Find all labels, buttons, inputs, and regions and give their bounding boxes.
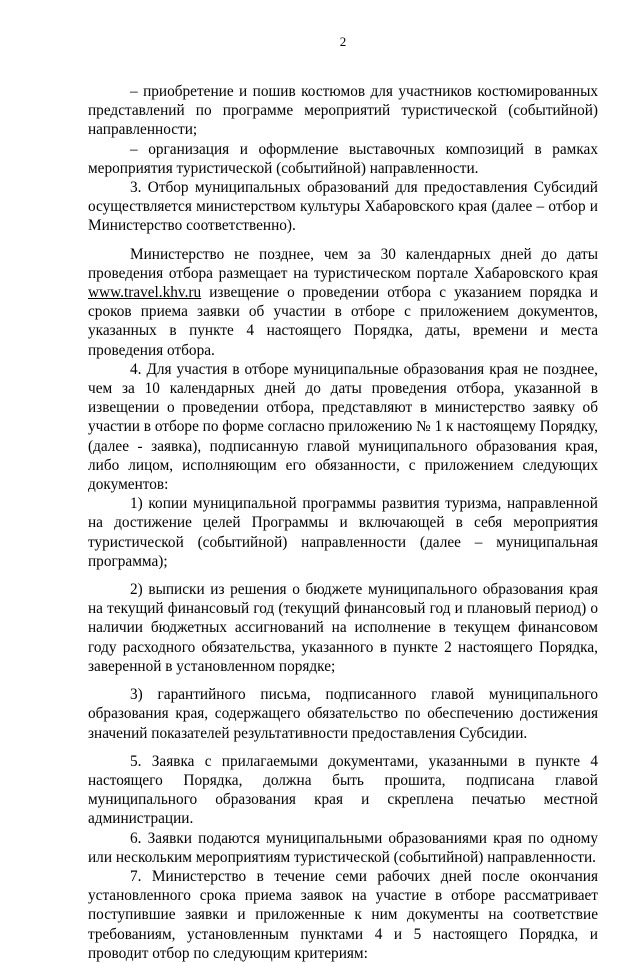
paragraph-subitem-2: 2) выписки из решения о бюджете муниципального образования края на текущий финансовый год (текущий финансовый год и плановый период) о наличии бюджетных ассигнований на исполнение в текущем финансовом году расходного обязательства, указанного в пункте 2 настоящего Порядка, заверенной в установленном порядке; [88, 581, 598, 675]
paragraph-notice [88, 245, 598, 360]
paragraph-item-6: 6. Заявки подаются муниципальными образованиями края по одному или нескольким мероприятиям туристической (событийной) направленности. [88, 829, 598, 866]
paragraph-item-4: 4. Для участия в отборе муниципальные образования края не позднее, чем за 10 календарных дней до даты проведения отбора, указанной в извещении о проведении отбора, представляют в министерство заявку об участии в отборе по форме согласно приложению № 1 к настоящему Порядку, (далее - заявка), подписанную главой муниципального образования края, либо лицом, исполняющим его обязанности, с приложением следующих документов: [88, 360, 598, 494]
paragraph-item-3: 3. Отбор муниципальных образований для предоставления Субсидий осуществляется министерством культуры Хабаровского края (далее – отбор и Министерство соответственно). [88, 179, 598, 235]
paragraph-notice-text-start: Министерство не позднее, чем за 30 календарных дней до даты проведения отбора размещает на туристическом портале Хабаровского края [88, 245, 598, 282]
paragraph-item-7: 7. Министерство в течение семи рабочих дней после окончания установленного срока приема заявок на участие в отборе рассматривает поступившие заявки и приложенные к ним документы на соответствие требованиям, установленным пунктами 4 и 5 настоящего Порядка, и проводит отбор по следующим критериям: [88, 867, 598, 962]
travel-portal-link[interactable]: www.travel.khv.ru [88, 284, 202, 302]
paragraph-subitem-1: 1) копии муниципальной программы развития туризма, направленной на достижение целей Программы и включающей в себя мероприятия туристической (событийной) направленности (далее – муниципальная программа); [88, 495, 598, 570]
page-number: 2 [339, 34, 347, 49]
paragraph-notice-text-end: извещение о проведении отбора с указанием порядка и сроков приема заявки об участии в отборе с приложением документов, указанных в пункте 4 настоящего Порядка, даты, времени и места проведения отбора. [88, 284, 598, 359]
paragraph-exhibitions: – организация и оформление выставочных композиций в рамках мероприятия туристической (событийной) направленности. [88, 140, 598, 177]
paragraph-subitem-3: 3) гарантийного письма, подписанного главой муниципального образования края, содержащего обязательство по обеспечению достижения значений показателей результативности предоставления Субсидии. [88, 686, 598, 742]
document-page [88, 34, 598, 963]
paragraph-costumes: – приобретение и пошив костюмов для участников костюмированных представлений по программе мероприятий туристической (событийной) направленности; [88, 83, 598, 139]
paragraph-item-5: 5. Заявка с прилагаемыми документами, указанными в пункте 4 настоящего Порядка, должна быть прошита, подписана главой муниципального образования края и скреплена печатью местной администрации. [88, 752, 598, 828]
